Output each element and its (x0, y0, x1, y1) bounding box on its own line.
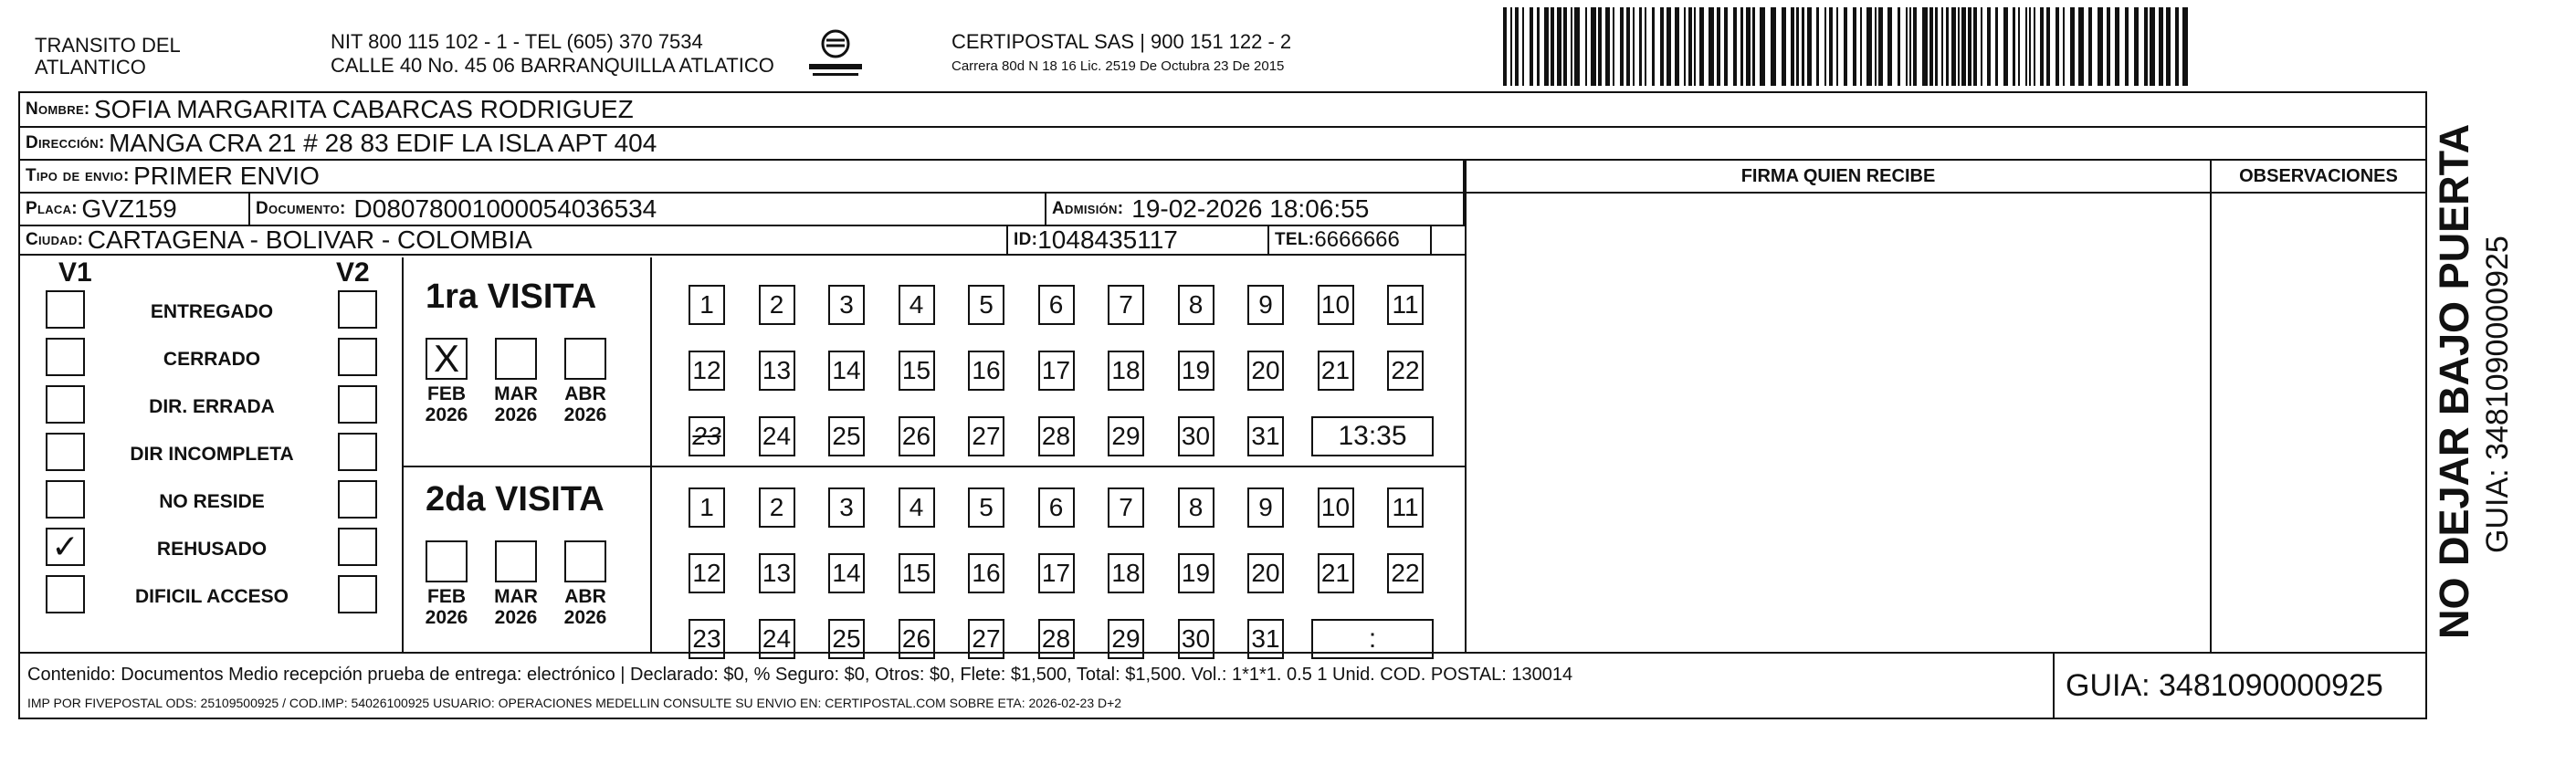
visit1-month-label: FEB 2026 (425, 383, 468, 425)
visit2-day-box[interactable]: 23 (689, 619, 725, 659)
visit1-day-box[interactable]: 30 (1178, 416, 1214, 456)
visit2-day-box[interactable]: 4 (899, 487, 935, 528)
row-placa (20, 194, 1465, 226)
visit2-day-box[interactable]: 13 (759, 553, 795, 593)
visit2-day-box[interactable]: 6 (1038, 487, 1075, 528)
visit2-day-box[interactable]: 24 (759, 619, 795, 659)
visit2-day-box[interactable]: 20 (1247, 553, 1284, 593)
v1-checkbox[interactable] (46, 385, 85, 424)
visit1-day-box[interactable]: 6 (1038, 285, 1075, 325)
row-nombre (20, 93, 2425, 128)
v1-checkbox[interactable] (46, 338, 85, 376)
footer-imp: IMP POR FIVEPOSTAL ODS: 25109500925 / COD.IMP: 54026100925 USUARIO: OPERACIONES MEDELLIN CONSULTE SU ENVIO EN: CERTIPOSTAL.COM SOBRE ETA: 2026-02-23 D+2 (27, 696, 1122, 710)
visit2-day-box[interactable]: 14 (828, 553, 865, 593)
ciudad-label: Ciudad: (26, 230, 84, 249)
visit1-day-box[interactable]: 3 (828, 285, 865, 325)
visit2-day-box[interactable]: 17 (1038, 553, 1075, 593)
visit1-day-box[interactable]: 31 (1247, 416, 1284, 456)
visit1-day-box[interactable]: 20 (1247, 351, 1284, 391)
visit2-day-box[interactable]: 27 (968, 619, 1004, 659)
visit1-day-box[interactable]: 28 (1038, 416, 1075, 456)
v2-checkbox[interactable] (338, 385, 377, 424)
visit1-day-box[interactable]: 29 (1108, 416, 1144, 456)
visit1-day-box[interactable]: 25 (828, 416, 865, 456)
visit1-day-box[interactable]: 24 (759, 416, 795, 456)
row-direccion (20, 128, 2425, 161)
v1-header: V1 (58, 257, 92, 288)
tel-value: 6666666 (1314, 227, 1400, 252)
visit2-day-box[interactable]: 10 (1318, 487, 1354, 528)
side-warning: NO DEJAR BAJO PUERTA (2431, 123, 2477, 639)
direccion-value: MANGA CRA 21 # 28 83 EDIF LA ISLA APT 404 (109, 129, 657, 157)
tipo-value: PRIMER ENVIO (133, 162, 320, 190)
visit2-title: 2da VISITA (426, 480, 605, 519)
id-label: ID: (1014, 230, 1038, 249)
visit1-day-box[interactable]: 17 (1038, 351, 1075, 391)
footer-contenido: Contenido: Documentos Medio recepción prueba de entrega: electrónico | Declarado: $0, % Seguro: $0, Otros: $0, Flete: $1,500, Total: $1,500. Vol.: 1*1*1. 0.5 1 Unid. COD. POSTAL: 130014 (27, 665, 1573, 685)
tel-label: TEL: (1275, 230, 1315, 249)
visit1-day-box[interactable]: 7 (1108, 285, 1144, 325)
status-label: DIR. ERRADA (149, 396, 275, 417)
license-line: Carrera 80d N 18 16 Lic. 2519 De Octubra 23 De 2015 (952, 58, 1285, 74)
visit2-day-box[interactable]: 19 (1178, 553, 1214, 593)
visit2-day-box[interactable]: 5 (968, 487, 1004, 528)
visit2-day-box[interactable]: 25 (828, 619, 865, 659)
tipo-label: Tipo de envio: (26, 166, 130, 185)
v2-checkbox[interactable] (338, 290, 377, 329)
visit1-day-box[interactable]: 26 (899, 416, 935, 456)
v2-checkbox[interactable] (338, 480, 377, 519)
visit1-month-label: MAR 2026 (494, 383, 538, 425)
observations-area[interactable] (2212, 195, 2425, 652)
visit1-month-label: ABR 2026 (563, 383, 607, 425)
v2-checkbox[interactable] (338, 575, 377, 613)
visit2-day-box[interactable]: 3 (828, 487, 865, 528)
barcode (1503, 7, 2191, 88)
visit2-day-box[interactable]: 12 (689, 553, 725, 593)
visit1-time-box[interactable]: 13:35 (1311, 416, 1434, 456)
row-ciudad (20, 226, 1465, 256)
side-guia: GUIA: 3481090000925 (2480, 236, 2515, 553)
visit1-title: 1ra VISITA (426, 278, 597, 316)
org-name-line2: ATLANTICO (35, 56, 146, 79)
visit1-day-box[interactable]: 8 (1178, 285, 1214, 325)
visit1-day-box[interactable]: 27 (968, 416, 1004, 456)
visit2-month-checkbox[interactable] (426, 540, 468, 582)
direccion-label: Dirección: (26, 133, 105, 152)
visit1-day-box[interactable]: 4 (899, 285, 935, 325)
ciudad-value: CARTAGENA - BOLIVAR - COLOMBIA (87, 225, 532, 254)
visit1-day-box[interactable]: 13 (759, 351, 795, 391)
v2-checkbox[interactable] (338, 338, 377, 376)
documento-value: D08078001000054036534 (353, 194, 657, 223)
v1-checkbox[interactable] (46, 290, 85, 329)
status-label: REHUSADO (156, 539, 268, 560)
visit1-month-checkbox[interactable] (564, 338, 606, 380)
visit2-day-box[interactable]: 2 (759, 487, 795, 528)
visit1-day-box[interactable]: 14 (828, 351, 865, 391)
visit2-day-box[interactable]: 16 (968, 553, 1004, 593)
row-tipo (20, 161, 1465, 194)
v2-header: V2 (336, 257, 370, 288)
visit2-day-box[interactable]: 31 (1247, 619, 1284, 659)
v1-checkbox[interactable]: ✓ (46, 528, 85, 566)
id-value: 1048435117 (1037, 225, 1178, 254)
v1-checkbox[interactable] (46, 433, 85, 471)
carrier-line: CERTIPOSTAL SAS | 900 151 122 - 2 (952, 30, 1292, 53)
v2-checkbox[interactable] (338, 528, 377, 566)
visit2-day-box[interactable]: 26 (899, 619, 935, 659)
v1-checkbox[interactable] (46, 480, 85, 519)
visit2-day-box[interactable]: 9 (1247, 487, 1284, 528)
certipostal-logo (804, 24, 867, 80)
visit2-day-box[interactable]: 7 (1108, 487, 1144, 528)
placa-label: Placa: (26, 199, 78, 218)
visit2-day-box[interactable]: 29 (1108, 619, 1144, 659)
visit2-month-label: MAR 2026 (494, 586, 538, 628)
delivery-form (18, 91, 2427, 719)
signature-area[interactable] (1467, 195, 2210, 652)
visit2-time-box[interactable]: : (1311, 619, 1434, 659)
v2-checkbox[interactable] (338, 433, 377, 471)
visit2-month-label: FEB 2026 (425, 586, 468, 628)
visit2-day-box[interactable]: 30 (1178, 619, 1214, 659)
visit1-day-box[interactable]: 9 (1247, 285, 1284, 325)
visit1-month-checkbox[interactable] (495, 338, 537, 380)
visit1-day-box[interactable]: 18 (1108, 351, 1144, 391)
firma-header: FIRMA QUIEN RECIBE (1467, 161, 2210, 194)
visit1-day-box[interactable]: 22 (1387, 351, 1424, 391)
visit1-day-box[interactable]: 12 (689, 351, 725, 391)
admision-label: Admisión: (1052, 199, 1124, 218)
visit2-day-box[interactable]: 15 (899, 553, 935, 593)
visit2-day-box[interactable]: 28 (1038, 619, 1075, 659)
nombre-label: Nombre: (26, 100, 90, 119)
visit1-day-box[interactable]: 1 (689, 285, 725, 325)
visit2-day-box[interactable]: 22 (1387, 553, 1424, 593)
visit2-month-checkbox[interactable] (564, 540, 606, 582)
observaciones-header: OBSERVACIONES (2212, 161, 2425, 194)
v1-checkbox[interactable] (46, 575, 85, 613)
visit2-day-box[interactable]: 21 (1318, 553, 1354, 593)
nit-line: NIT 800 115 102 - 1 - TEL (605) 370 7534 (331, 30, 703, 53)
status-label: DIFICIL ACCESO (134, 586, 289, 607)
visit1-day-box[interactable]: 16 (968, 351, 1004, 391)
visit1-month-checkbox[interactable]: X (426, 338, 468, 380)
status-label: CERRADO (163, 349, 261, 370)
status-label: DIR INCOMPLETA (130, 444, 294, 465)
visit1-day-box[interactable]: 5 (968, 285, 1004, 325)
visit2-day-box[interactable]: 11 (1387, 487, 1424, 528)
status-label: ENTREGADO (150, 301, 274, 322)
org-name-line1: TRANSITO DEL (35, 34, 181, 57)
documento-label: Documento: (256, 199, 346, 218)
visit1-day-box[interactable]: 21 (1318, 351, 1354, 391)
visit2-day-box[interactable]: 1 (689, 487, 725, 528)
status-label: NO RESIDE (159, 491, 265, 512)
visit2-day-box[interactable]: 8 (1178, 487, 1214, 528)
visit2-month-checkbox[interactable] (495, 540, 537, 582)
visit1-day-box[interactable]: 23 (689, 416, 725, 456)
visit2-day-box[interactable]: 18 (1108, 553, 1144, 593)
visit1-day-box[interactable]: 15 (899, 351, 935, 391)
visit1-day-box[interactable]: 19 (1178, 351, 1214, 391)
visit1-day-box[interactable]: 2 (759, 285, 795, 325)
footer-guia: GUIA: 3481090000925 (2066, 668, 2383, 703)
visit2-month-label: ABR 2026 (563, 586, 607, 628)
placa-value: GVZ159 (81, 194, 177, 223)
visit1-day-box[interactable]: 10 (1318, 285, 1354, 325)
nombre-value: SOFIA MARGARITA CABARCAS RODRIGUEZ (94, 95, 634, 123)
visit1-day-box[interactable]: 11 (1387, 285, 1424, 325)
admision-value: 19-02-2026 18:06:55 (1131, 194, 1370, 223)
address-line: CALLE 40 No. 45 06 BARRANQUILLA ATLATICO (331, 54, 774, 77)
